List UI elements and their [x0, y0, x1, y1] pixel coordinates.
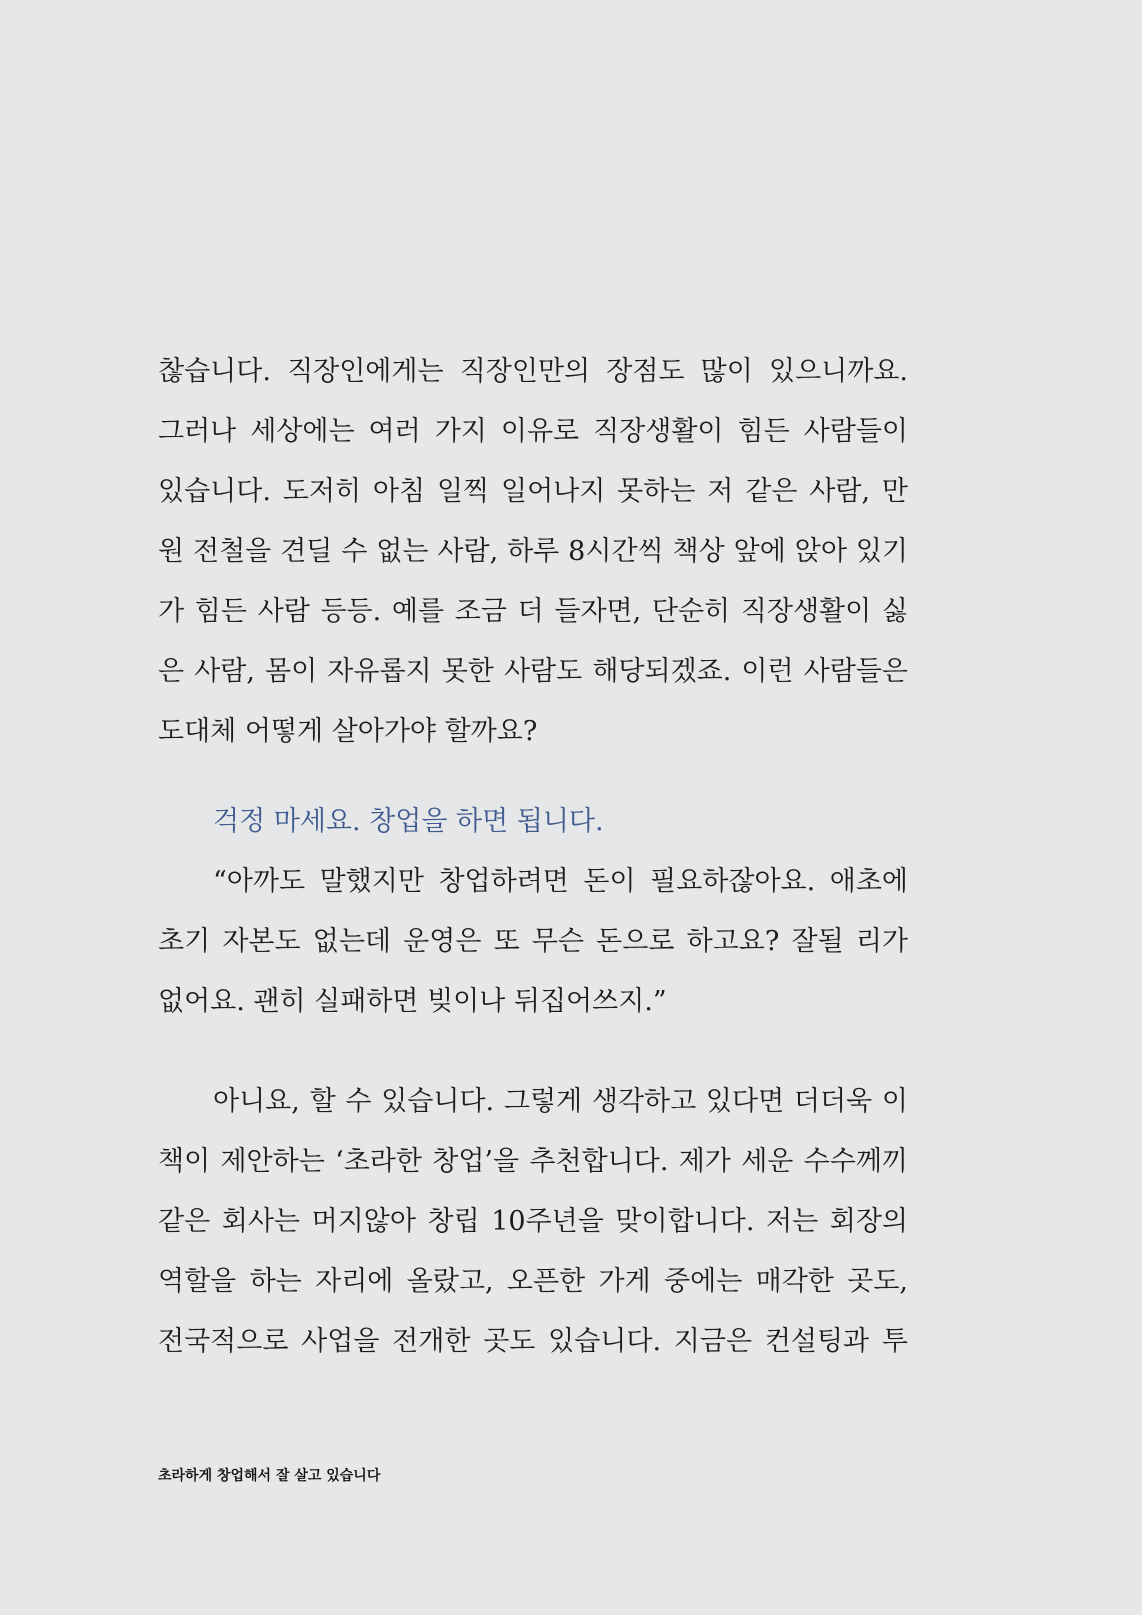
dialogue-block	[158, 792, 908, 1032]
paragraph-2	[158, 1072, 908, 1372]
text-line: 그러나 세상에는 여러 가지 이유로 직장생활이 힘든 사람들이	[158, 416, 908, 447]
quote-line: 초기 자본도 없는데 운영은 또 무슨 돈으로 하고요? 잘될 리가	[158, 926, 908, 957]
highlight-sentence: 걱정 마세요. 창업을 하면 됩니다.	[213, 806, 604, 837]
text-line: 전국적으로 사업을 전개한 곳도 있습니다. 지금은 컨설팅과 투	[158, 1326, 908, 1357]
text-line: 도대체 어떻게 살아가야 할까요?	[158, 716, 538, 747]
text-line: 찮습니다. 직장인에게는 직장인만의 장점도 많이 있으니까요.	[158, 356, 908, 387]
paragraph-1	[158, 342, 908, 762]
text-line: 아니요, 할 수 있습니다. 그렇게 생각하고 있다면 더더욱 이	[213, 1086, 908, 1117]
text-line: 원 전철을 견딜 수 없는 사람, 하루 8시간씩 책상 앞에 앉아 있기	[158, 536, 908, 567]
text-line: 책이 제안하는 ‘초라한 창업’을 추천합니다. 제가 세운 수수께끼	[158, 1146, 908, 1177]
text-line: 같은 회사는 머지않아 창립 10주년을 맞이합니다. 저는 회장의	[158, 1206, 908, 1237]
quote-line: 없어요. 괜히 실패하면 빚이나 뒤집어쓰지.”	[158, 986, 667, 1017]
quote-line: “아까도 말했지만 창업하려면 돈이 필요하잖아요. 애초에	[213, 866, 908, 897]
text-line: 은 사람, 몸이 자유롭지 못한 사람도 해당되겠죠. 이런 사람들은	[158, 656, 908, 687]
text-line: 있습니다. 도저히 아침 일찍 일어나지 못하는 저 같은 사람, 만	[158, 476, 908, 507]
text-line: 가 힘든 사람 등등. 예를 조금 더 들자면, 단순히 직장생활이 싫	[158, 596, 908, 627]
text-line: 역할을 하는 자리에 올랐고, 오픈한 가게 중에는 매각한 곳도,	[158, 1266, 908, 1297]
running-footer-book-title: 초라하게 창업해서 잘 살고 있습니다	[158, 1468, 381, 1484]
